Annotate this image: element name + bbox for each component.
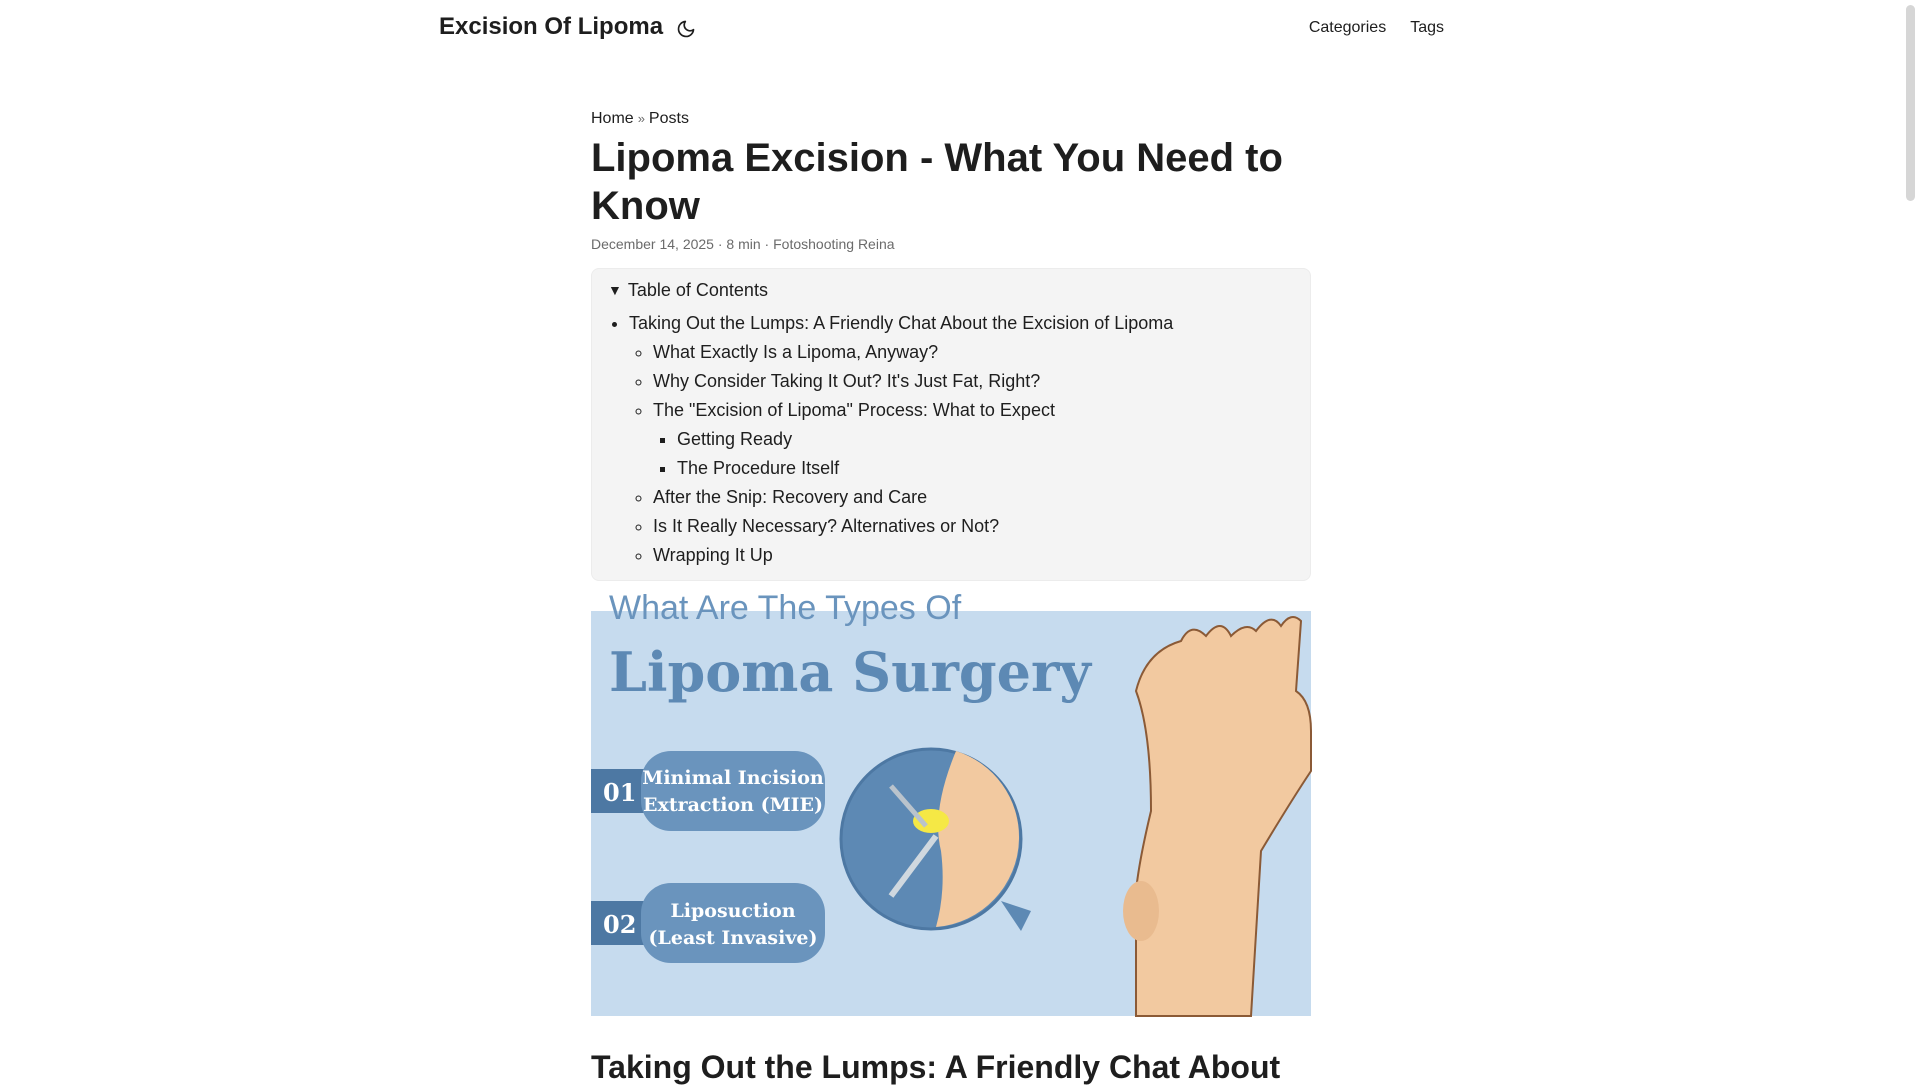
- post-main: [591, 110, 1311, 1087]
- main-menu: [1309, 19, 1444, 37]
- svg-text:01: 01: [603, 778, 637, 807]
- toc-toggle[interactable]: [608, 279, 1290, 301]
- toc-link[interactable]: Is It Really Necessary? Alternatives or Not?: [653, 516, 1000, 536]
- site-logo[interactable]: Excision Of Lipoma: [439, 13, 664, 40]
- svg-text:Lipoma Surgery: Lipoma Surgery: [609, 640, 1091, 704]
- breadcrumb-posts[interactable]: Posts: [648, 110, 689, 127]
- toc-item: [629, 309, 1290, 570]
- toc-item: [653, 396, 1290, 483]
- toc-link[interactable]: The Procedure Itself: [677, 458, 840, 478]
- toc-link[interactable]: The "Excision of Lipoma" Process: What to Expect: [653, 400, 1055, 420]
- toc-link[interactable]: Getting Ready: [677, 429, 793, 449]
- toc-link[interactable]: After the Snip: Recovery and Care: [653, 487, 928, 507]
- svg-text:Liposuction: Liposuction: [670, 900, 796, 922]
- lipoma-surgery-illustration: [591, 589, 1311, 1016]
- toc-item: [653, 512, 1290, 541]
- toc-list: [608, 309, 1290, 570]
- read-time: 8 min: [726, 236, 761, 252]
- site-header: [0, 0, 1900, 60]
- triangle-down-icon: ▼: [608, 282, 622, 298]
- toc-link[interactable]: Wrapping It Up: [653, 545, 773, 565]
- meta-separator: ·: [764, 236, 770, 252]
- toc-item: [677, 454, 1290, 483]
- toc-link[interactable]: Why Consider Taking It Out? It's Just Fat, Right?: [653, 371, 1041, 391]
- toc-item: [653, 338, 1290, 367]
- page-title: Lipoma Excision - What You Need to Know: [591, 136, 1283, 228]
- toc-sublist: [653, 425, 1290, 483]
- toc-link[interactable]: What Exactly Is a Lipoma, Anyway?: [653, 342, 939, 362]
- post-date: December 14, 2025: [591, 236, 714, 252]
- svg-text:What Are The Types Of: What Are The Types Of: [609, 589, 962, 627]
- hero-image: [591, 589, 1311, 1016]
- toc-sublist: [629, 338, 1290, 570]
- toc-link[interactable]: Taking Out the Lumps: A Friendly Chat About the Excision of Lipoma: [629, 313, 1174, 333]
- breadcrumb-home[interactable]: Home: [591, 110, 634, 127]
- toc-title: Table of Contents: [627, 280, 768, 300]
- moon-icon[interactable]: [676, 19, 696, 39]
- breadcrumb: [591, 110, 1311, 132]
- svg-text:02: 02: [603, 910, 637, 939]
- svg-text:Minimal Incision: Minimal Incision: [642, 767, 824, 789]
- toc-item: [653, 367, 1290, 396]
- section-heading: Taking Out the Lumps: A Friendly Chat About: [591, 1049, 1281, 1085]
- meta-separator: ·: [717, 236, 723, 252]
- post-author: Fotoshooting Reina: [773, 236, 895, 252]
- svg-text:Extraction (MIE): Extraction (MIE): [643, 794, 823, 816]
- toc-item: [677, 425, 1290, 454]
- breadcrumb-separator: »: [637, 111, 645, 126]
- page-scrollbar[interactable]: [1906, 5, 1915, 201]
- post-meta: [591, 236, 1311, 256]
- table-of-contents: [591, 268, 1311, 581]
- svg-text:(Least Invasive): (Least Invasive): [648, 927, 818, 949]
- menu-item-categories[interactable]: Categories: [1308, 19, 1387, 36]
- toc-item: [653, 483, 1290, 512]
- toc-item: [653, 541, 1290, 570]
- menu-item-tags[interactable]: Tags: [1410, 19, 1444, 36]
